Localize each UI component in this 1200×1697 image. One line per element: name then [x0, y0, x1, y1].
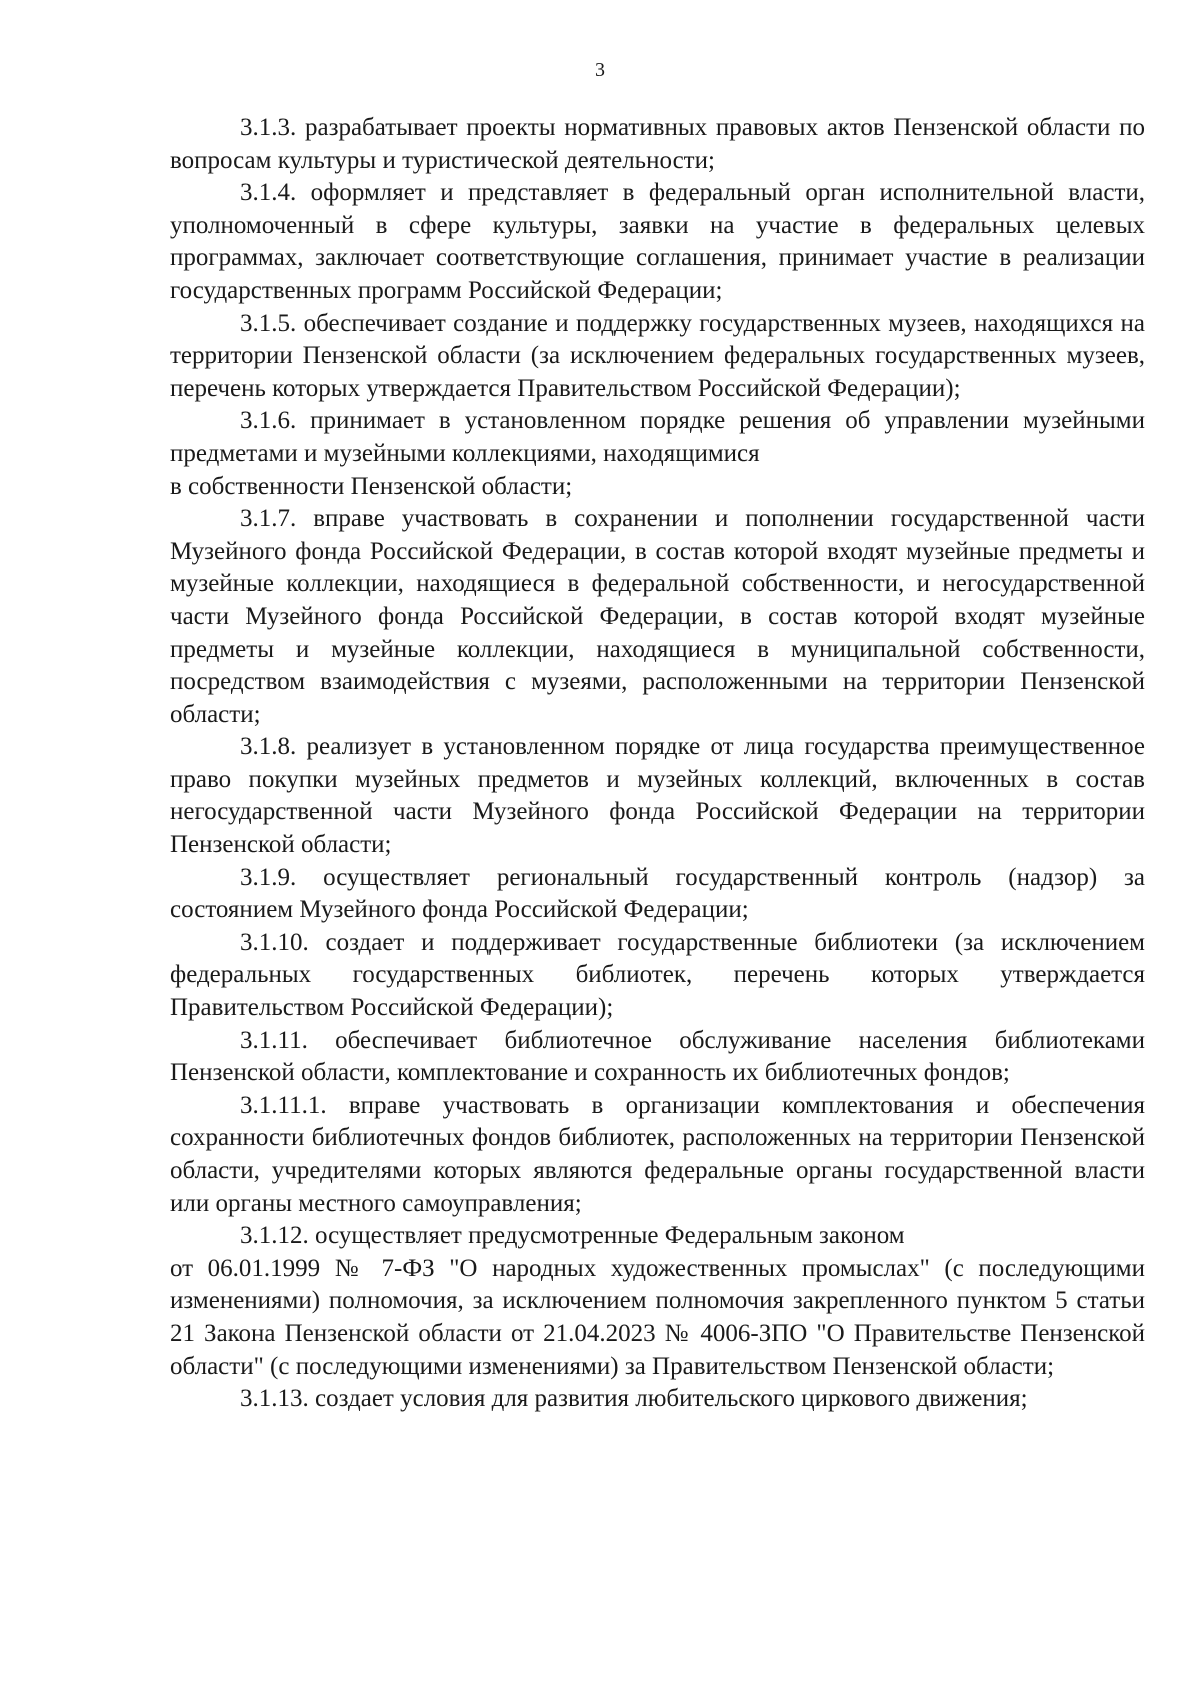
paragraph-3-1-13: 3.1.13. создает условия для развития любительского циркового движения;	[240, 1385, 1028, 1413]
paragraph-3-1-7: 3.1.7. вправе участвовать в сохранении и пополнении государственной части Музейного фонда Российской Федерации, в состав которой входят музейные предметы и музейные коллекции, находящиеся в федеральной собственности, и негосударственной части Музейного фонда Российской Федерации, в состав которой входят музейные предметы и музейные коллекции, находящиеся в муниципальной собственности, посредством взаимодействия с музеями, расположенными на территории Пензенской области;	[170, 505, 1145, 728]
paragraph-3-1-11: 3.1.11. обеспечивает библиотечное обслуживание населения библиотеками Пензенской области, комплектование и сохранность их библиотечных фондов;	[170, 1026, 1145, 1087]
paragraph-3-1-10: 3.1.10. создает и поддерживает государственные библиотеки (за исключением федеральных государственных библиотек, перечень которых утверждается Правительством Российской Федерации);	[170, 928, 1145, 1022]
paragraph-3-1-12: 3.1.12. осуществляет предусмотренные Федеральным законом от 06.01.1999 № 7-ФЗ "О народных художественных промыслах" (с последующими изменениями) полномочия, за исключением полномочия закрепленного пунктом 5 статьи 21 Закона Пензенской области от 21.04.2023 № 4006-ЗПО "О Правительстве Пензенской области" (с последующими изменениями) за Правительством Пензенской области;	[170, 1222, 1145, 1380]
paragraph-3-1-6: 3.1.6. принимает в установленном порядке решения об управлении музейными предметами и музейными коллекциями, находящимися в собственности Пензенской области;	[170, 407, 1145, 500]
paragraph-3-1-11-1: 3.1.11.1. вправе участвовать в организации комплектования и обеспечения сохранности библиотечных фондов библиотек, расположенных на территории Пензенской области, учредителями которых являются федеральные органы государственной власти или органы местного самоуправления;	[170, 1091, 1145, 1217]
page-number: 3	[595, 59, 605, 81]
paragraph-3-1-8: 3.1.8. реализует в установленном порядке от лица государства преимущественное право покупки музейных предметов и музейных коллекций, включенных в состав негосударственной части Музейного фонда Российской Федерации на территории Пензенской области;	[170, 733, 1145, 859]
paragraph-3-1-4: 3.1.4. оформляет и представляет в федеральный орган исполнительной власти, уполномоченный в сфере культуры, заявки на участие в федеральных целевых программах, заключает соответствующие соглашения, принимает участие в реализации государственных программ Российской Федерации;	[170, 179, 1145, 304]
paragraph-3-1-3: 3.1.3. разрабатывает проекты нормативных правовых актов Пензенской области по вопросам культуры и туристической деятельности;	[170, 114, 1145, 174]
paragraph-3-1-9: 3.1.9. осуществляет региональный государственный контроль (надзор) за состоянием Музейного фонда Российской Федерации;	[170, 863, 1145, 924]
paragraph-3-1-5: 3.1.5. обеспечивает создание и поддержку государственных музеев, находящихся на территории Пензенской области (за исключением федеральных государственных музеев, перечень которых утверждается Правительством Российской Федерации);	[170, 309, 1145, 402]
document-body	[170, 112, 1145, 1416]
